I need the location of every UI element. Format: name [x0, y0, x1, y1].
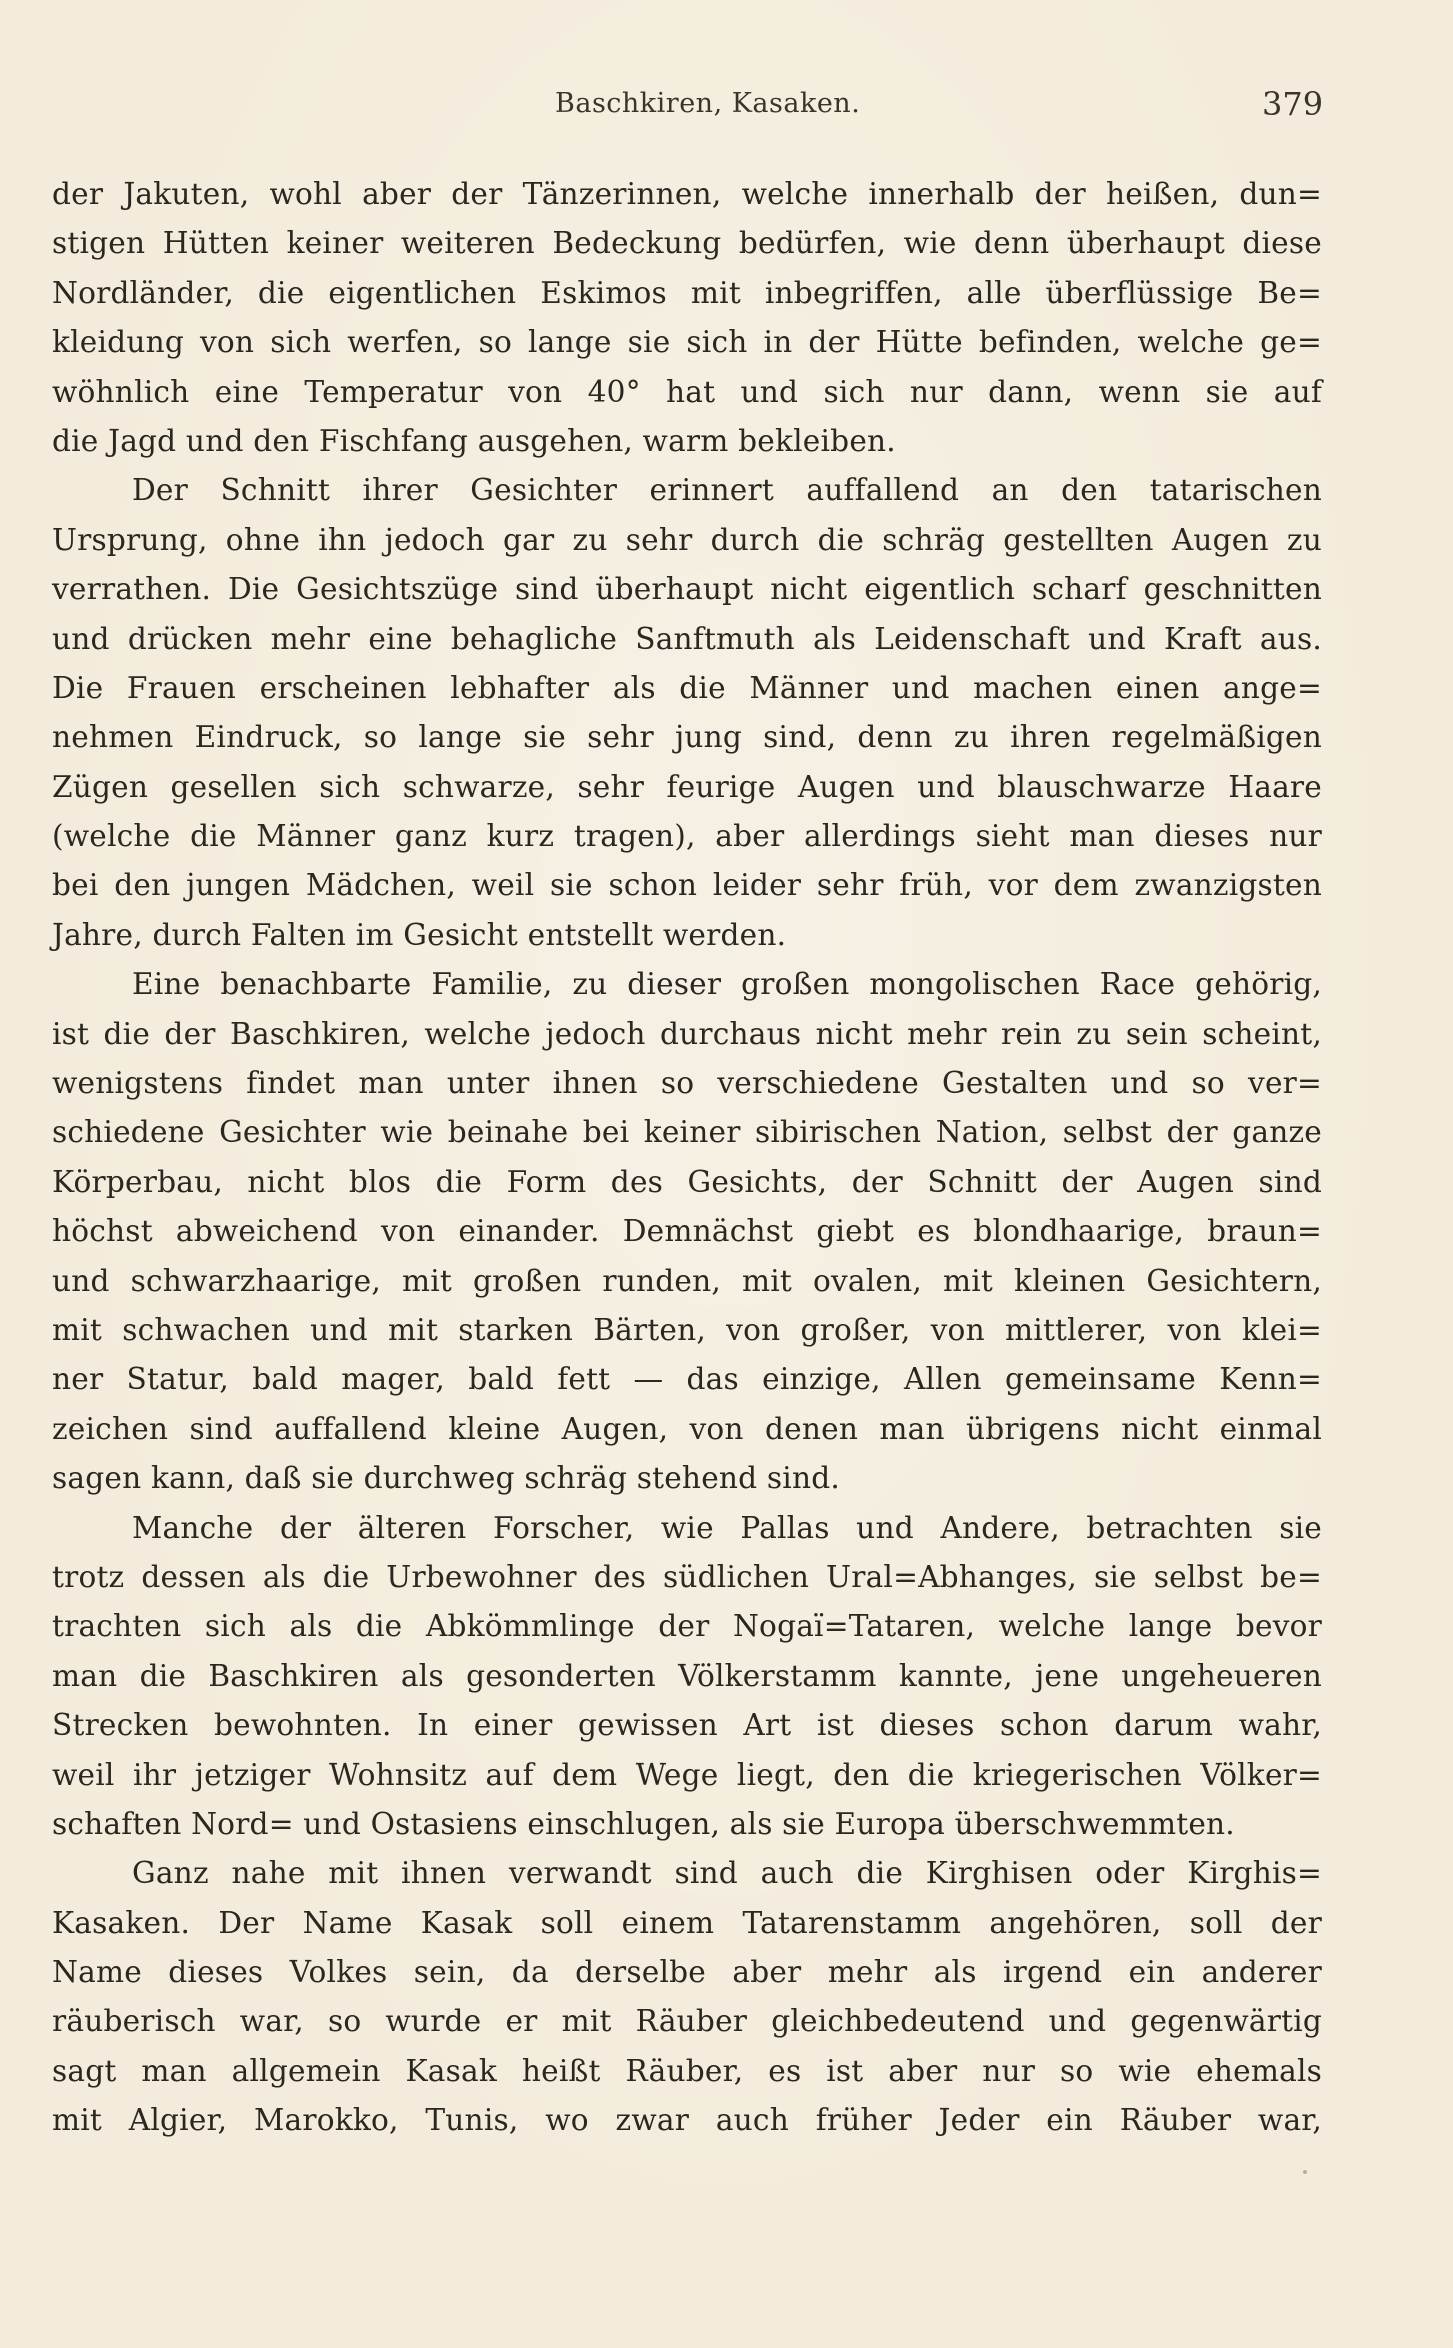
text-line: nehmen Eindruck, so lange sie sehr jung sind, denn zu ihren regelmäßigen — [52, 720, 1322, 755]
text-line: schiedene Gesichter wie beinahe bei keiner sibirischen Nation, selbst der ganze — [52, 1115, 1322, 1150]
text-line: (welche die Männer ganz kurz tragen), aber allerdings sieht man dieses nur — [52, 819, 1322, 854]
text-line: die Jagd und den Fischfang ausgehen, warm bekleiben. — [52, 423, 896, 458]
text-line: trachten sich als die Abkömmlinge der Nogaï=Tataren, welche lange bevor — [52, 1609, 1322, 1644]
text-line: trotz dessen als die Urbewohner des südlichen Ural=Abhanges, sie selbst be= — [52, 1559, 1322, 1594]
text-line: kleidung von sich werfen, so lange sie sich in der Hütte befinden, welche ge= — [52, 325, 1322, 360]
text-line: höchst abweichend von einander. Demnächst giebt es blondhaarige, braun= — [52, 1214, 1322, 1249]
text-line: bei den jungen Mädchen, weil sie schon leider sehr früh, vor dem zwanzigsten — [52, 868, 1322, 903]
text-line: räuberisch war, so wurde er mit Räuber gleichbedeutend und gegenwärtig — [52, 2004, 1322, 2039]
text-line: und drücken mehr eine behagliche Sanftmuth als Leidenschaft und Kraft aus. — [52, 621, 1322, 656]
text-line: Strecken bewohnten. In einer gewissen Art ist dieses schon darum wahr, — [52, 1708, 1322, 1743]
text-line: Ursprung, ohne ihn jedoch gar zu sehr durch die schräg gestellten Augen zu — [52, 522, 1322, 557]
text-line: Manche der älteren Forscher, wie Pallas und Andere, betrachten sie — [132, 1510, 1322, 1545]
text-line: man die Baschkiren als gesonderten Völkerstamm kannte, jene ungeheueren — [52, 1658, 1322, 1693]
text-line: Zügen gesellen sich schwarze, sehr feurige Augen und blauschwarze Haare — [52, 769, 1322, 804]
body-text — [52, 170, 1322, 2146]
text-line: wenigstens findet man unter ihnen so verschiedene Gestalten und so ver= — [52, 1066, 1322, 1101]
text-line: Körperbau, nicht blos die Form des Gesichts, der Schnitt der Augen sind — [52, 1164, 1322, 1199]
text-line: sagen kann, daß sie durchweg schräg stehend sind. — [52, 1461, 840, 1496]
paragraph — [52, 170, 1322, 466]
text-line: wöhnlich eine Temperatur von 40° hat und sich nur dann, wenn sie auf — [52, 374, 1322, 409]
text-line: Der Schnitt ihrer Gesichter erinnert auffallend an den tatarischen — [132, 473, 1322, 508]
text-line: schaften Nord= und Ostasiens einschlugen, als sie Europa überschwemmten. — [52, 1806, 1235, 1841]
running-head: Baschkiren, Kasaken. — [555, 88, 861, 119]
text-line: weil ihr jetziger Wohnsitz auf dem Wege liegt, den die kriegerischen Völker= — [52, 1757, 1322, 1792]
ink-speck — [1303, 2170, 1307, 2174]
text-line: Ganz nahe mit ihnen verwandt sind auch die Kirghisen oder Kirghis= — [132, 1856, 1322, 1891]
text-line: verrathen. Die Gesichtszüge sind überhaupt nicht eigentlich scharf geschnitten — [52, 572, 1322, 607]
text-line: zeichen sind auffallend kleine Augen, von denen man übrigens nicht einmal — [52, 1411, 1322, 1446]
text-line: mit schwachen und mit starken Bärten, von großer, von mittlerer, von klei= — [52, 1312, 1322, 1347]
text-line: und schwarzhaarige, mit großen runden, mit ovalen, mit kleinen Gesichtern, — [52, 1263, 1322, 1298]
text-line: Name dieses Volkes sein, da derselbe aber mehr als irgend ein anderer — [52, 1955, 1322, 1990]
text-line: Kasaken. Der Name Kasak soll einem Tatarenstamm angehören, soll der — [52, 1905, 1322, 1940]
text-line: mit Algier, Marokko, Tunis, wo zwar auch früher Jeder ein Räuber war, — [52, 2103, 1322, 2138]
text-line: der Jakuten, wohl aber der Tänzerinnen, welche innerhalb der heißen, dun= — [52, 177, 1322, 211]
text-line: Eine benachbarte Familie, zu dieser großen mongolischen Race gehörig, — [132, 967, 1322, 1002]
paragraph — [52, 960, 1322, 1503]
page-number: 379 — [1262, 85, 1324, 123]
page-header — [0, 85, 1453, 128]
text-line: ist die der Baschkiren, welche jedoch durchaus nicht mehr rein zu sein scheint, — [52, 1016, 1322, 1051]
text-line: ner Statur, bald mager, bald fett — das einzige, Allen gemeinsame Kenn= — [52, 1362, 1322, 1397]
text-line: Die Frauen erscheinen lebhafter als die Männer und machen einen ange= — [52, 670, 1322, 705]
text-line: Jahre, durch Falten im Gesicht entstellt werden. — [52, 917, 787, 952]
text-line: Nordländer, die eigentlichen Eskimos mit inbegriffen, alle überflüssige Be= — [52, 275, 1322, 310]
paragraph — [52, 466, 1322, 960]
paragraph — [52, 1504, 1322, 1850]
text-line: stigen Hütten keiner weiteren Bedeckung bedürfen, wie denn überhaupt diese — [52, 226, 1322, 261]
paragraph — [52, 1849, 1322, 2145]
text-line: sagt man allgemein Kasak heißt Räuber, es ist aber nur so wie ehemals — [52, 2053, 1322, 2088]
